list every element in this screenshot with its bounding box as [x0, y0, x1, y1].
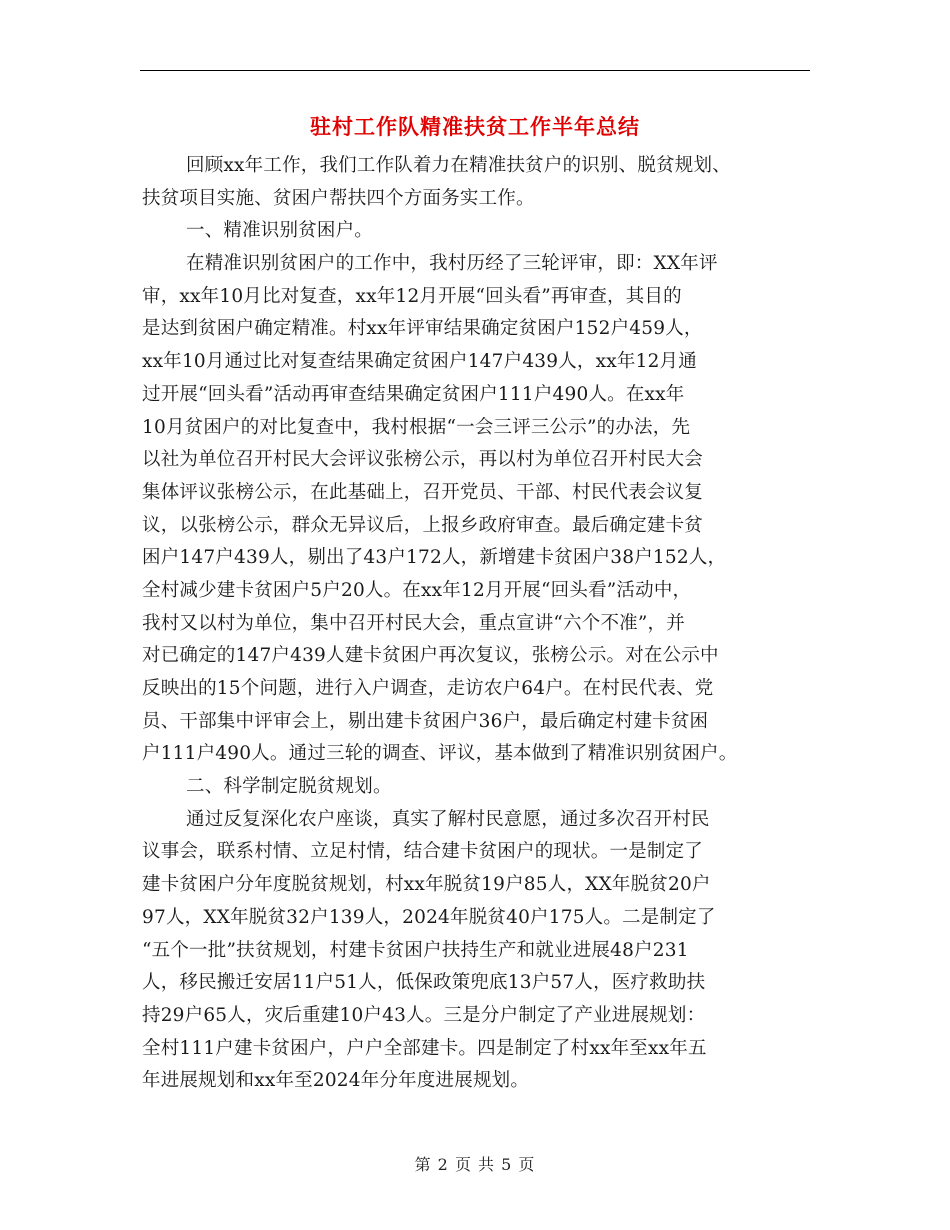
- text-line: 持29户65人，灾后重建10户43人。三是分户制定了产业进展规划：: [142, 1004, 706, 1026]
- text-line: 员、干部集中评审会上，剔出建卡贫困户36户，最后确定村建卡贫困: [142, 710, 709, 732]
- text-line: 10月贫困户的对比复查中，我村根据“一会三评三公示”的办法，先: [142, 416, 691, 438]
- text-line: xx年10月通过比对复查结果确定贫困户147户439人，xx年12月通: [142, 351, 697, 373]
- document-body: [142, 150, 832, 1098]
- text-line: 以社为单位召开村民大会评议张榜公示，再以村为单位召开村民大会: [142, 449, 704, 471]
- text-line: 回顾xx年工作，我们工作队着力在精准扶贫户的识别、脱贫规划、: [186, 155, 731, 176]
- text-line: 议事会，联系村情、立足村情，结合建卡贫困户的现状。一是制定了: [142, 841, 704, 863]
- text-line: 过开展“回头看”活动再审查结果确定贫困户111户490人。在xx年: [142, 383, 685, 405]
- text-line: 议，以张榜公示，群众无异议后，上报乡政府审查。最后确定建卡贫: [142, 514, 704, 536]
- text-line: 年进展规划和xx年至2024年分年度进展规划。: [142, 1070, 530, 1092]
- text-line: 困户147户439人，剔出了43户172人，新增建卡贫困户38户152人，: [142, 547, 727, 569]
- text-line: 审，xx年10月比对复查，xx年12月开展“回头看”再审查，其目的: [142, 285, 682, 307]
- text-line: 全村减少建卡贫困户5户20人。在xx年12月开展“回头看”活动中，: [142, 579, 692, 601]
- text-line: 人，移民搬迁安居11户51人，低保政策兜底13户57人，医疗救助扶: [142, 972, 706, 994]
- text-line: 建卡贫困户分年度脱贫规划，村xx年脱贫19户85人，XX年脱贫20户: [142, 874, 711, 896]
- document-title: 驻村工作队精准扶贫工作半年总结: [310, 114, 640, 139]
- text-line: 二、科学制定脱贫规划。: [186, 776, 392, 798]
- text-line: 是达到贫困户确定精准。村xx年评审结果确定贫困户152户459人，: [142, 318, 703, 340]
- page-number: 第 2 页 共 5 页: [414, 1155, 536, 1174]
- text-line: 集体评议张榜公示，在此基础上，召开党员、干部、村民代表会议复: [142, 481, 704, 503]
- text-line: 对已确定的147户439人建卡贫困户再次复议，张榜公示。对在公示中: [142, 645, 719, 667]
- text-line: “五个一批”扶贫规划，村建卡贫困户扶持生产和就业进展48户231: [142, 939, 689, 961]
- text-line: 一、精准识别贫困户。: [186, 220, 374, 242]
- header-rule: [140, 70, 810, 71]
- text-line: 97人，XX年脱贫32户139人，2024年脱贫40户175人。二是制定了: [142, 906, 716, 928]
- text-line: 户111户490人。通过三轮的调查、评议，基本做到了精准识别贫困户。: [142, 743, 738, 765]
- text-line: 全村111户建卡贫困户，户户全部建卡。四是制定了村xx年至xx年五: [142, 1037, 707, 1059]
- text-line: 通过反复深化农户座谈，真实了解村民意愿，通过多次召开村民: [186, 808, 710, 830]
- text-line: 扶贫项目实施、贫困户帮扶四个方面务实工作。: [142, 187, 535, 209]
- text-line: 我村又以村为单位，集中召开村民大会，重点宣讲“六个不准”，并: [142, 612, 685, 634]
- text-line: 在精准识别贫困户的工作中，我村历经了三轮评审，即：XX年评: [186, 253, 718, 275]
- text-line: 反映出的15个问题，进行入户调查，走访农户64户。在村民代表、党: [142, 678, 714, 699]
